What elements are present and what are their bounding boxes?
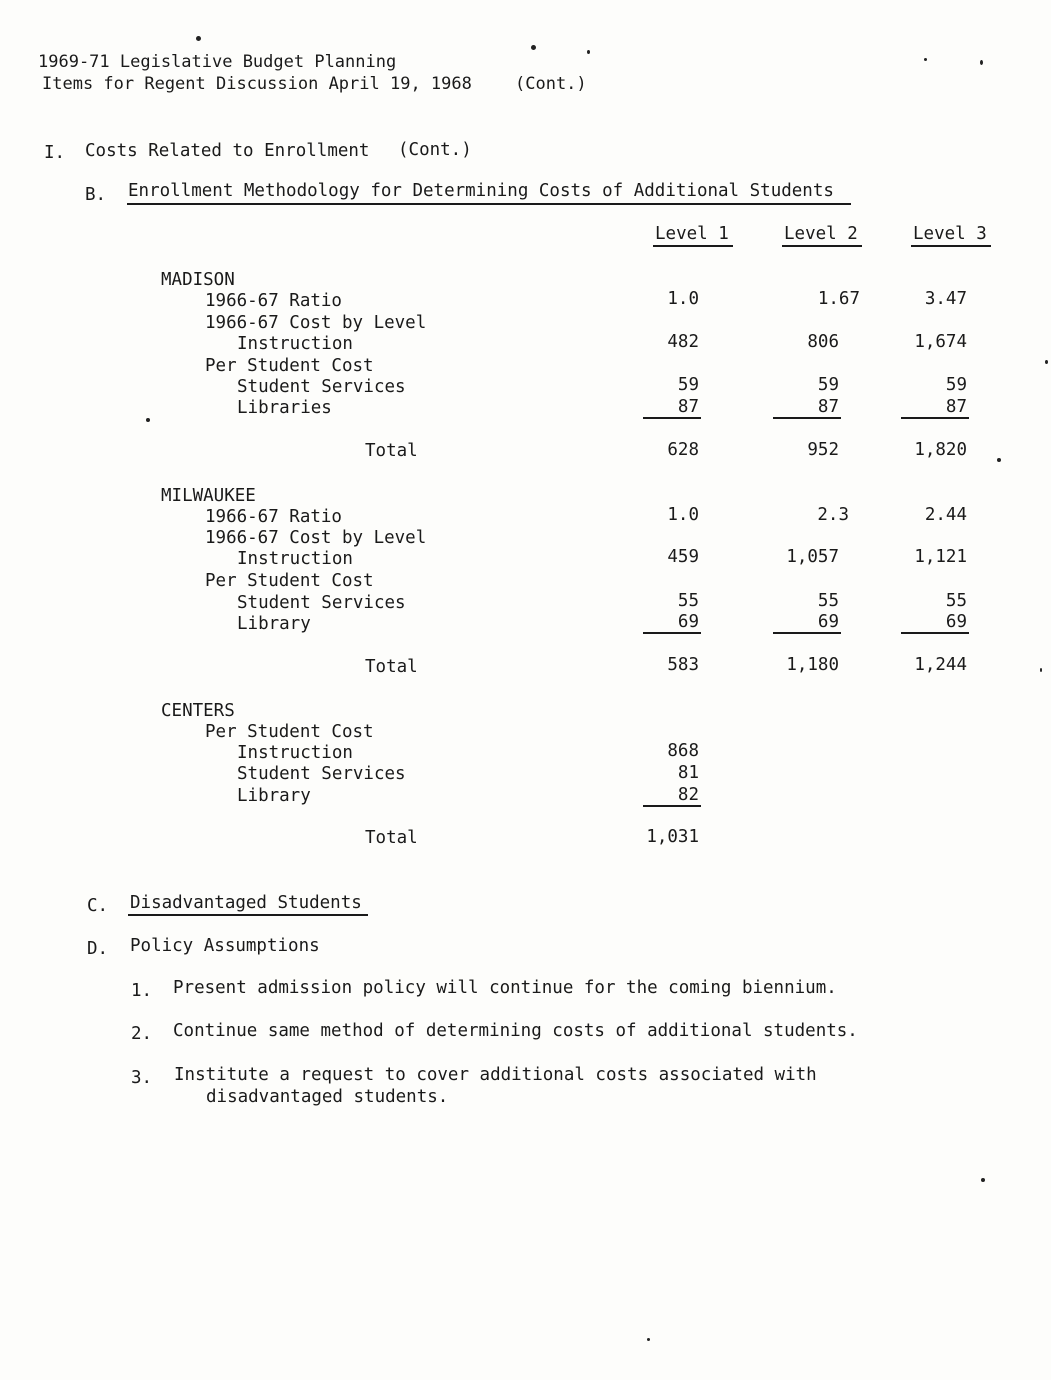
centers-instruction-label: Instruction (237, 743, 353, 763)
madison-services-l1: 59 (677, 375, 699, 395)
section-i-cont: (Cont.) (398, 140, 472, 160)
centers-library-label: Library (237, 786, 311, 806)
milwaukee-instruction-l3: 1,121 (914, 547, 967, 567)
policy-item-1-text: Present admission policy will continue for the coming biennium. (173, 978, 837, 998)
madison-total-label: Total (365, 441, 418, 461)
scan-speck (1040, 668, 1042, 672)
level-1-header: Level 1 (655, 224, 729, 244)
level-3-underline (911, 245, 991, 247)
section-d-title: Policy Assumptions (130, 936, 320, 956)
scan-speck (980, 60, 983, 65)
madison-per-student-label: Per Student Cost (205, 356, 374, 376)
milwaukee-instruction-l2: 1,057 (786, 547, 839, 567)
madison-libraries-l3: 87 (945, 397, 967, 417)
header-line-1: 1969-71 Legislative Budget Planning (38, 52, 397, 72)
milwaukee-library-l3: 69 (945, 612, 967, 632)
centers-total-rule-l1 (643, 805, 701, 807)
centers-per-student-label: Per Student Cost (205, 722, 374, 742)
section-d-letter: D. (87, 939, 109, 959)
madison-libraries-l1: 87 (677, 397, 699, 417)
policy-item-3-text-continued: disadvantaged students. (206, 1087, 449, 1107)
scan-speck (587, 50, 590, 54)
centers-library-l1: 82 (677, 785, 699, 805)
scan-speck (647, 1338, 650, 1341)
madison-libraries-label: Libraries (237, 398, 332, 418)
milwaukee-title: MILWAUKEE (161, 486, 256, 506)
milwaukee-ratio-label: 1966-67 Ratio (205, 507, 342, 527)
section-b-title: Enrollment Methodology for Determining Costs of Additional Students (128, 181, 834, 201)
madison-total-rule-l3 (901, 417, 969, 419)
milwaukee-total-label: Total (365, 657, 418, 677)
milwaukee-ratio-l1: 1.0 (667, 505, 699, 525)
madison-services-l2: 59 (817, 375, 839, 395)
policy-item-3-text: Institute a request to cover additional costs associated with (174, 1065, 817, 1085)
madison-libraries-l2: 87 (817, 397, 839, 417)
scan-speck (146, 418, 150, 422)
policy-item-2-number: 2. (131, 1024, 153, 1044)
centers-total-label: Total (365, 828, 418, 848)
milwaukee-services-label: Student Services (237, 593, 406, 613)
milwaukee-services-l3: 55 (945, 591, 967, 611)
section-b-letter: B. (85, 185, 107, 205)
madison-ratio-l2: 1.67 (817, 289, 860, 309)
milwaukee-services-l1: 55 (677, 591, 699, 611)
milwaukee-ratio-l3: 2.44 (924, 505, 967, 525)
scan-speck (531, 45, 536, 50)
milwaukee-total-l3: 1,244 (914, 655, 967, 675)
milwaukee-total-l1: 583 (667, 655, 699, 675)
milwaukee-library-label: Library (237, 614, 311, 634)
madison-total-l1: 628 (667, 440, 699, 460)
level-1-underline (653, 245, 733, 247)
scan-speck (1045, 360, 1048, 364)
centers-services-label: Student Services (237, 764, 406, 784)
madison-instruction-l1: 482 (667, 332, 699, 352)
milwaukee-cost-label: 1966-67 Cost by Level (205, 528, 427, 548)
madison-title: MADISON (161, 270, 235, 290)
section-c-title: Disadvantaged Students (130, 893, 362, 913)
madison-cost-label: 1966-67 Cost by Level (205, 313, 427, 333)
milwaukee-instruction-label: Instruction (237, 549, 353, 569)
milwaukee-total-rule-l3 (901, 632, 969, 634)
milwaukee-library-l2: 69 (817, 612, 839, 632)
section-i-title: Costs Related to Enrollment (85, 141, 370, 161)
madison-ratio-l3: 3.47 (924, 289, 967, 309)
milwaukee-total-l2: 1,180 (786, 655, 839, 675)
madison-total-rule-l2 (773, 417, 841, 419)
milwaukee-total-rule-l2 (773, 632, 841, 634)
milwaukee-instruction-l1: 459 (667, 547, 699, 567)
madison-instruction-l2: 806 (807, 332, 839, 352)
centers-instruction-l1: 868 (667, 741, 699, 761)
milwaukee-services-l2: 55 (817, 591, 839, 611)
level-2-underline (782, 245, 862, 247)
madison-total-l2: 952 (807, 440, 839, 460)
policy-item-3-number: 3. (131, 1068, 153, 1088)
madison-total-rule-l1 (643, 417, 701, 419)
scan-speck (981, 1178, 985, 1182)
level-2-header: Level 2 (784, 224, 858, 244)
header-cont: (Cont.) (515, 74, 587, 94)
madison-total-l3: 1,820 (914, 440, 967, 460)
madison-ratio-label: 1966-67 Ratio (205, 291, 342, 311)
madison-instruction-label: Instruction (237, 334, 353, 354)
section-c-letter: C. (87, 896, 109, 916)
madison-services-l3: 59 (945, 375, 967, 395)
scan-speck (924, 58, 927, 61)
milwaukee-library-l1: 69 (677, 612, 699, 632)
madison-instruction-l3: 1,674 (914, 332, 967, 352)
policy-item-2-text: Continue same method of determining costs of additional students. (173, 1021, 858, 1041)
level-3-header: Level 3 (913, 224, 987, 244)
centers-title: CENTERS (161, 701, 235, 721)
section-i-number: I. (44, 143, 66, 163)
centers-total-l1: 1,031 (646, 827, 699, 847)
centers-services-l1: 81 (677, 763, 699, 783)
section-c-underline (128, 914, 368, 916)
section-b-underline (127, 203, 851, 205)
scan-speck (997, 458, 1001, 462)
madison-ratio-l1: 1.0 (667, 289, 699, 309)
scan-speck (196, 36, 201, 41)
madison-services-label: Student Services (237, 377, 406, 397)
header-line-2: Items for Regent Discussion April 19, 1968 (42, 74, 472, 94)
policy-item-1-number: 1. (131, 981, 153, 1001)
milwaukee-ratio-l2: 2.3 (817, 505, 849, 525)
milwaukee-per-student-label: Per Student Cost (205, 571, 374, 591)
milwaukee-total-rule-l1 (643, 632, 701, 634)
